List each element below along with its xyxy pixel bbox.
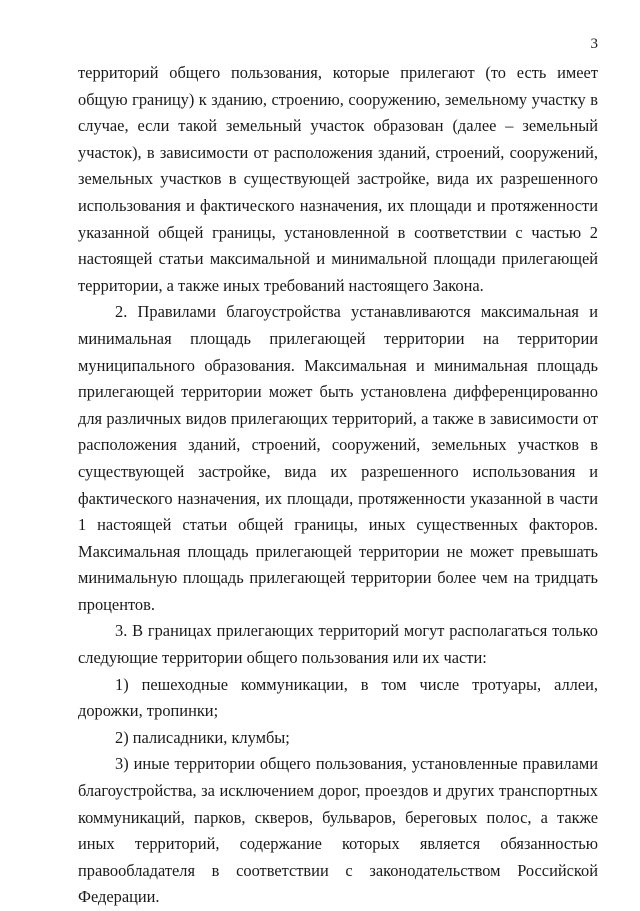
paragraph-continuation: территорий общего пользования, которые прилегают (то есть имеет общую границу) к зданию, строению, сооружению, земельному участку в случае, если такой земельный участок образован (далее – земельный участок), в зависимости от расположения зданий, строений, сооружений, земельных участков в существующей застройке, вида их разрешенного использования и фактического назначения, их площади и протяженности указанной общей границы, установленной в соответствии с частью 2 настоящей статьи максимальной и минимальной площади прилегающей территории, а также иных требований настоящего Закона. (78, 63, 598, 295)
paragraph-2: 2. Правилами благоустройства устанавливаются максимальная и минимальная площадь прилегающей территории на территории муниципального образования. Максимальная и минимальная площадь прилегающей территории может быть установлена дифференцированно для различных видов прилегающих территорий, а также в зависимости от расположения зданий, строений, сооружений, земельных участков в существующей застройке, вида их разрешенного использования и фактического назначения, их площади, протяженности указанной в части 1 настоящей статьи общей границы, иных существенных факторов. Максимальная площадь прилегающей территории не может превышать минимальную площадь прилегающей территории более чем на тридцать процентов. (78, 302, 598, 614)
document-body (78, 60, 598, 911)
page-number: 3 (590, 36, 598, 52)
list-item-3: 3) иные территории общего пользования, установленные правилами благоустройства, за исключением дорог, проездов и других транспортных коммуникаций, парков, скверов, бульваров, береговых полос, а также иных территорий, содержание которых является обязанностью правообладателя в соответствии с законодательством Российской Федерации. (78, 754, 598, 907)
paragraph-3: 3. В границах прилегающих территорий могут располагаться только следующие территории общего пользования или их части: (78, 621, 598, 668)
list-item-1: 1) пешеходные коммуникации, в том числе тротуары, аллеи, дорожки, тропинки; (78, 674, 598, 721)
list-item-2: 2) палисадники, клумбы; (115, 727, 290, 747)
